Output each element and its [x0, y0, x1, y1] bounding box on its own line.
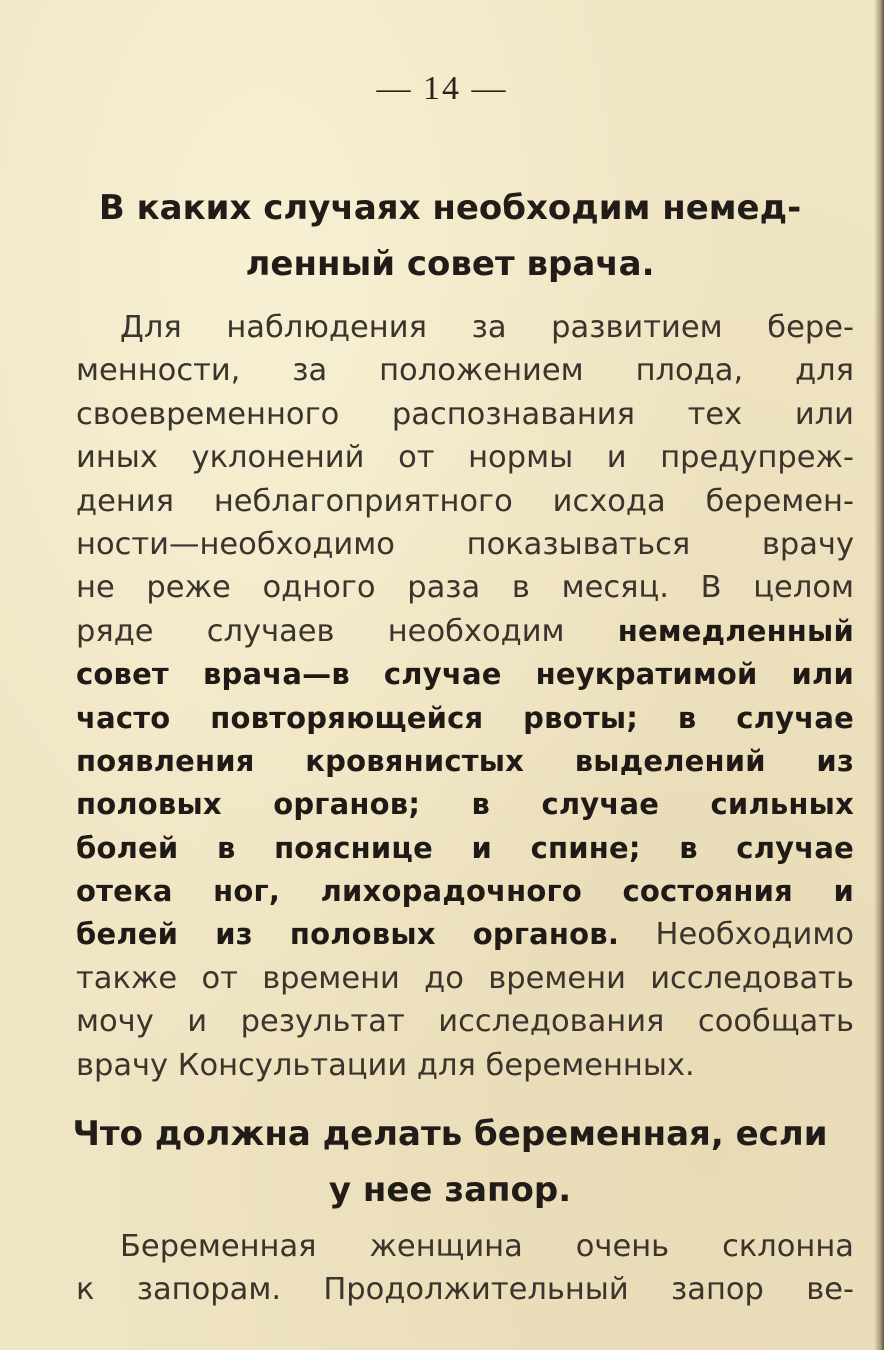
emphasized-line: часто повторяющейся рвоты; в случае: [76, 700, 854, 735]
text-line-mixed: [76, 913, 854, 956]
text-line: также от времени до времени исследовать: [76, 960, 854, 996]
text-line: мочу и результат исследования сообщать: [76, 1004, 854, 1040]
text-line: Для наблюдения за развитием бере-: [120, 310, 854, 345]
text-line-mixed: [76, 610, 854, 653]
emphasized-text: немедленный: [617, 613, 854, 648]
text-line: дения неблагоприятного исхода беремен-: [76, 483, 854, 519]
section-heading-constipation: [60, 1106, 840, 1218]
emphasized-line: отека ног, лихорадочного состояния и: [76, 874, 854, 909]
text-line: ности—необходимо показываться врачу: [76, 526, 854, 562]
heading-line: В каких случаях необходим немед-: [98, 188, 802, 228]
emphasized-line: появления кровянистых выделений из: [76, 743, 854, 778]
emphasized-line: болей в пояснице и спине; в случае: [76, 830, 854, 865]
regular-text: Необходимо: [619, 917, 854, 953]
paragraph-doctor-advice: [76, 306, 854, 1087]
text-line: иных уклонений от нормы и предупреж-: [76, 440, 854, 476]
text-line: к запорам. Продолжительный запор ве-: [76, 1272, 854, 1308]
paragraph-constipation: [76, 1225, 854, 1312]
text-line: менности, за положением плода, для: [76, 353, 854, 389]
page-edge-shadow: [874, 0, 884, 1350]
regular-text: ряде случаев необходим: [76, 613, 618, 649]
emphasized-text: белей из половых органов.: [76, 917, 620, 952]
text-line: не реже одного раза в месяц. В целом: [76, 570, 854, 606]
heading-line: ленный совет врача.: [245, 244, 655, 284]
text-line: своевременного распознавания тех или: [76, 396, 854, 432]
emphasized-line: совет врача—в случае неукратимой или: [76, 657, 854, 692]
page-number: — 14 —: [376, 70, 508, 107]
text-line: врачу Консультации для беременных.: [76, 1047, 695, 1083]
emphasized-line: половых органов; в случае сильных: [76, 787, 854, 822]
section-heading-doctor-advice: [60, 180, 840, 292]
heading-line: Что должна делать беременная, если: [72, 1114, 828, 1154]
text-line: Беременная женщина очень склонна: [120, 1229, 854, 1264]
heading-line: у нее запор.: [328, 1170, 572, 1210]
